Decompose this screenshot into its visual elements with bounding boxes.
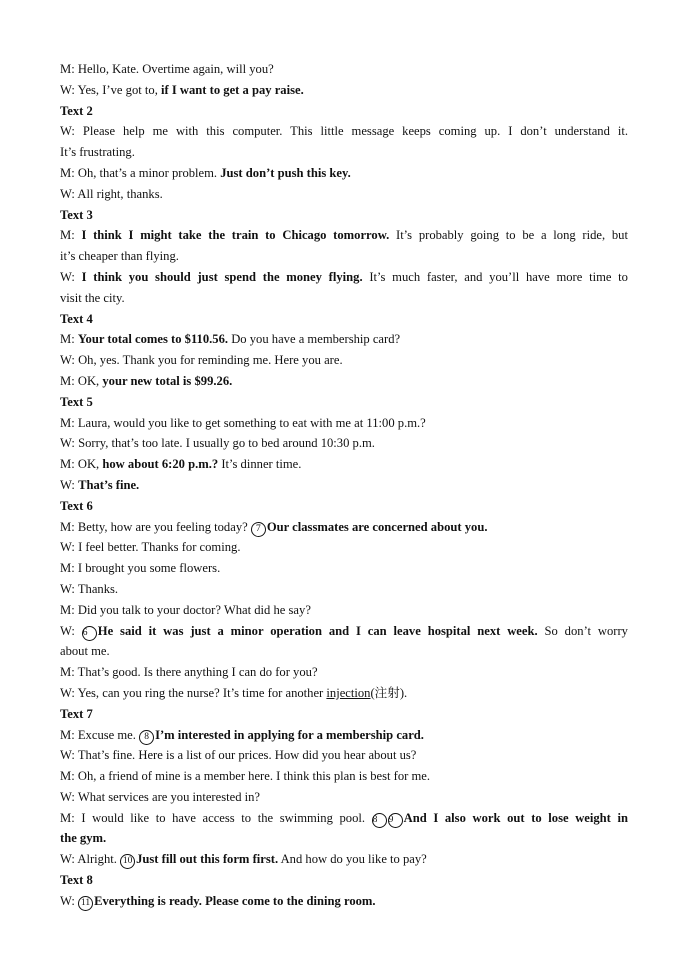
line: W: Oh, yes. Thank you for reminding me. Here you are. [60,353,343,368]
section-heading: Text 6 [60,498,93,513]
line: M: Excuse me. 8 I’m interested in applying for a membership card. [60,725,628,746]
line: W: 6 He said it was just a minor operation and I can leave hospital next week. So don’t worry [60,621,628,642]
question-number-marker: 8 [139,730,154,745]
line: W: Please help me with this computer. This little message keeps coming up. I don’t understand it. [60,124,628,139]
line: W: Sorry, that’s too late. I usually go to bed around 10:30 p.m. [60,436,375,451]
line: M: Hello, Kate. Overtime again, will you? [60,62,274,76]
line: the gym. [60,831,107,846]
line: M: I brought you some flowers. [60,561,221,576]
line: about me. [60,644,110,659]
question-number-marker: 8 [372,813,387,828]
line: M: Your total comes to $110.56. Do you have a membership card? [60,332,401,347]
line: It’s frustrating. [60,145,135,160]
line: W: Yes, I’ve got to, if I want to get a pay raise. [60,82,304,97]
line: M: I would like to have access to the swimming pool. 8 9 And I also work out to lose weight in [60,808,628,829]
line: W: 11 Everything is ready. Please come to the dining room. [60,891,628,912]
line: W: I think you should just spend the money flying. It’s much faster, and you’ll have more time to [60,269,628,284]
line: W: Alright. 10 Just fill out this form first. And how do you like to pay? [60,849,628,870]
question-number-marker: 6 [82,626,97,641]
line: it’s cheaper than flying. [60,249,179,264]
question-number-marker: 10 [120,854,135,869]
section-heading: Text 2 [60,103,93,118]
section-heading: Text 5 [60,394,93,409]
line: M: Oh, a friend of mine is a member here. I think this plan is best for me. [60,769,431,784]
section-heading: Text 8 [60,873,93,888]
line: M: Did you talk to your doctor? What did he say? [60,602,311,617]
section-heading: Text 4 [60,311,93,326]
section-heading: Text 3 [60,207,93,222]
line: W: Yes, can you ring the nurse? It’s time for another injection(注射). [60,685,408,700]
line: M: Oh, that’s a minor problem. Just don’t push this key. [60,165,351,180]
question-number-marker: 11 [78,896,93,911]
line: M: Laura, would you like to get something to eat with me at 11:00 p.m.? [60,415,426,430]
line: W: That’s fine. [60,477,140,492]
line: M: OK, how about 6:20 p.m.? It’s dinner time. [60,457,302,472]
line: W: Thanks. [60,581,119,596]
line: M: I think I might take the train to Chicago tomorrow. It’s probably going to be a long ride, but [60,228,628,243]
question-number-marker: 9 [388,813,403,828]
section-heading: Text 7 [60,706,93,721]
line: visit the city. [60,290,125,305]
line: M: That’s good. Is there anything I can do for you? [60,665,318,680]
line: W: What services are you interested in? [60,789,261,804]
line: M: Betty, how are you feeling today? 7 Our classmates are concerned about you. [60,517,628,538]
line: M: OK, your new total is $99.26. [60,373,233,388]
line: W: I feel better. Thanks for coming. [60,540,241,555]
line: W: All right, thanks. [60,186,163,201]
line: W: That’s fine. Here is a list of our prices. How did you hear about us? [60,748,417,763]
question-number-marker: 7 [251,522,266,537]
